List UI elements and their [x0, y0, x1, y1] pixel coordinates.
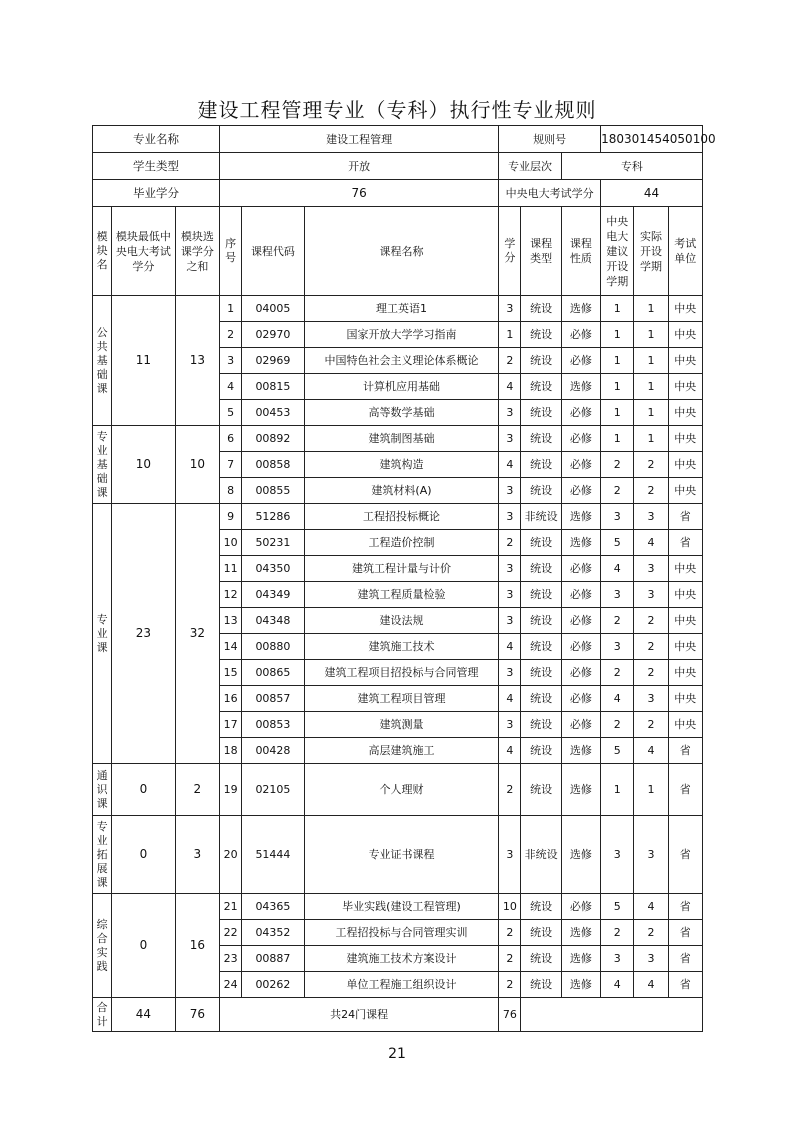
table-row — [93, 504, 703, 530]
course-name: 建筑工程项目招投标与合同管理 — [304, 660, 499, 686]
course-type: 统设 — [521, 426, 561, 452]
course-exam-unit: 中央 — [668, 374, 702, 400]
module-elective-sum: 13 — [175, 296, 219, 426]
course-type: 统设 — [521, 764, 561, 816]
course-credit: 2 — [499, 764, 521, 816]
course-credit: 4 — [499, 452, 521, 478]
module-min-credits: 23 — [112, 504, 176, 764]
course-nature: 必修 — [561, 400, 600, 426]
module-name: 专业课 — [93, 504, 112, 764]
course-central-term: 4 — [601, 686, 634, 712]
course-nature: 选修 — [561, 738, 600, 764]
course-nature: 必修 — [561, 322, 600, 348]
course-actual-term: 3 — [634, 686, 668, 712]
course-name: 高层建筑施工 — [304, 738, 499, 764]
course-type: 统设 — [521, 660, 561, 686]
course-code: 00858 — [242, 452, 305, 478]
course-type: 统设 — [521, 556, 561, 582]
course-central-term: 2 — [601, 478, 634, 504]
course-actual-term: 1 — [634, 348, 668, 374]
course-seq: 8 — [220, 478, 242, 504]
course-name: 工程招投标与合同管理实训 — [304, 920, 499, 946]
course-nature: 必修 — [561, 478, 600, 504]
course-seq: 2 — [220, 322, 242, 348]
course-credit: 3 — [499, 582, 521, 608]
course-seq: 11 — [220, 556, 242, 582]
table-row — [93, 764, 703, 816]
course-seq: 7 — [220, 452, 242, 478]
course-exam-unit: 中央 — [668, 348, 702, 374]
course-exam-unit: 省 — [668, 764, 702, 816]
course-credit: 3 — [499, 712, 521, 738]
course-nature: 选修 — [561, 920, 600, 946]
course-actual-term: 2 — [634, 478, 668, 504]
course-seq: 1 — [220, 296, 242, 322]
course-code: 00865 — [242, 660, 305, 686]
course-type: 非统设 — [521, 504, 561, 530]
page-number: 21 — [388, 1046, 406, 1062]
course-central-term: 4 — [601, 556, 634, 582]
total-blank — [521, 998, 703, 1032]
central-exam-label: 中央电大考试学分 — [499, 180, 601, 207]
course-central-term: 1 — [601, 348, 634, 374]
course-nature: 选修 — [561, 296, 600, 322]
course-code: 04352 — [242, 920, 305, 946]
course-exam-unit: 省 — [668, 946, 702, 972]
course-name: 理工英语1 — [304, 296, 499, 322]
info-row-major — [93, 126, 703, 153]
course-credit: 3 — [499, 426, 521, 452]
central-exam-value: 44 — [601, 180, 703, 207]
rule-no-label: 规则号 — [499, 126, 601, 153]
major-name-value: 建设工程管理 — [220, 126, 499, 153]
course-code: 04348 — [242, 608, 305, 634]
course-name: 建筑施工技术方案设计 — [304, 946, 499, 972]
course-central-term: 4 — [601, 972, 634, 998]
course-central-term: 5 — [601, 530, 634, 556]
course-seq: 12 — [220, 582, 242, 608]
table-row — [93, 816, 703, 894]
course-central-term: 2 — [601, 608, 634, 634]
course-exam-unit: 中央 — [668, 712, 702, 738]
course-credit: 4 — [499, 634, 521, 660]
course-exam-unit: 中央 — [668, 660, 702, 686]
info-row-type — [93, 153, 703, 180]
table-row — [93, 426, 703, 452]
total-row — [93, 998, 703, 1032]
total-min-credits: 44 — [112, 998, 176, 1032]
course-seq: 10 — [220, 530, 242, 556]
course-exam-unit: 中央 — [668, 426, 702, 452]
module-name: 综合实践 — [93, 894, 112, 998]
course-nature: 必修 — [561, 556, 600, 582]
course-actual-term: 2 — [634, 920, 668, 946]
course-seq: 17 — [220, 712, 242, 738]
module-elective-sum: 32 — [175, 504, 219, 764]
course-type: 统设 — [521, 452, 561, 478]
course-credit: 2 — [499, 972, 521, 998]
column-header-row — [93, 207, 703, 296]
course-seq: 18 — [220, 738, 242, 764]
course-credit: 10 — [499, 894, 521, 920]
course-actual-term: 1 — [634, 764, 668, 816]
course-seq: 19 — [220, 764, 242, 816]
course-central-term: 2 — [601, 660, 634, 686]
course-seq: 4 — [220, 374, 242, 400]
course-actual-term: 4 — [634, 738, 668, 764]
student-type-value: 开放 — [220, 153, 499, 180]
course-central-term: 2 — [601, 452, 634, 478]
module-elective-sum: 10 — [175, 426, 219, 504]
course-actual-term: 1 — [634, 400, 668, 426]
course-seq: 3 — [220, 348, 242, 374]
course-code: 02970 — [242, 322, 305, 348]
header-central-term: 中央电大建议开设学期 — [601, 207, 634, 296]
course-code: 00880 — [242, 634, 305, 660]
course-code: 02105 — [242, 764, 305, 816]
header-module: 模块名 — [93, 207, 112, 296]
course-type: 统设 — [521, 634, 561, 660]
course-code: 00428 — [242, 738, 305, 764]
course-actual-term: 4 — [634, 894, 668, 920]
module-min-credits: 10 — [112, 426, 176, 504]
course-seq: 5 — [220, 400, 242, 426]
course-credit: 3 — [499, 608, 521, 634]
course-actual-term: 1 — [634, 426, 668, 452]
course-credit: 3 — [499, 816, 521, 894]
course-credit: 1 — [499, 322, 521, 348]
level-label: 专业层次 — [499, 153, 561, 180]
course-exam-unit: 中央 — [668, 556, 702, 582]
header-nature: 课程性质 — [561, 207, 600, 296]
course-code: 00262 — [242, 972, 305, 998]
course-central-term: 5 — [601, 894, 634, 920]
course-seq: 20 — [220, 816, 242, 894]
course-actual-term: 3 — [634, 556, 668, 582]
course-code: 00453 — [242, 400, 305, 426]
module-elective-sum: 2 — [175, 764, 219, 816]
course-nature: 必修 — [561, 582, 600, 608]
course-name: 建筑构造 — [304, 452, 499, 478]
course-nature: 选修 — [561, 816, 600, 894]
course-type: 统设 — [521, 946, 561, 972]
module-name: 专业基础课 — [93, 426, 112, 504]
major-name-label: 专业名称 — [93, 126, 220, 153]
course-type: 统设 — [521, 712, 561, 738]
course-exam-unit: 省 — [668, 816, 702, 894]
course-type: 统设 — [521, 530, 561, 556]
course-actual-term: 3 — [634, 582, 668, 608]
course-credit: 3 — [499, 296, 521, 322]
module-elective-sum: 16 — [175, 894, 219, 998]
course-code: 04005 — [242, 296, 305, 322]
course-central-term: 1 — [601, 426, 634, 452]
course-nature: 选修 — [561, 504, 600, 530]
course-type: 统设 — [521, 478, 561, 504]
header-code: 课程代码 — [242, 207, 305, 296]
course-code: 02969 — [242, 348, 305, 374]
course-actual-term: 3 — [634, 504, 668, 530]
grad-credits-value: 76 — [220, 180, 499, 207]
grad-credits-label: 毕业学分 — [93, 180, 220, 207]
total-elective-sum: 76 — [175, 998, 219, 1032]
total-courses-text: 共24门课程 — [220, 998, 499, 1032]
course-seq: 23 — [220, 946, 242, 972]
course-central-term: 1 — [601, 400, 634, 426]
course-nature: 必修 — [561, 348, 600, 374]
table-row — [93, 296, 703, 322]
course-type: 统设 — [521, 894, 561, 920]
course-name: 建设法规 — [304, 608, 499, 634]
header-seq: 序号 — [220, 207, 242, 296]
course-type: 统设 — [521, 374, 561, 400]
header-name: 课程名称 — [304, 207, 499, 296]
course-seq: 15 — [220, 660, 242, 686]
course-exam-unit: 中央 — [668, 634, 702, 660]
course-credit: 3 — [499, 478, 521, 504]
course-exam-unit: 省 — [668, 972, 702, 998]
course-actual-term: 4 — [634, 530, 668, 556]
course-exam-unit: 中央 — [668, 296, 702, 322]
course-type: 统设 — [521, 608, 561, 634]
module-min-credits: 0 — [112, 764, 176, 816]
course-exam-unit: 省 — [668, 504, 702, 530]
course-name: 建筑测量 — [304, 712, 499, 738]
course-type: 统设 — [521, 972, 561, 998]
page-title: 建设工程管理专业（专科）执行性专业规则 — [197, 98, 597, 122]
course-code: 04350 — [242, 556, 305, 582]
course-code: 50231 — [242, 530, 305, 556]
course-type: 统设 — [521, 322, 561, 348]
module-elective-sum: 3 — [175, 816, 219, 894]
course-exam-unit: 中央 — [668, 452, 702, 478]
course-type: 统设 — [521, 348, 561, 374]
course-nature: 选修 — [561, 530, 600, 556]
course-actual-term: 1 — [634, 374, 668, 400]
total-label: 合计 — [93, 998, 112, 1032]
course-code: 51444 — [242, 816, 305, 894]
course-seq: 16 — [220, 686, 242, 712]
course-central-term: 2 — [601, 920, 634, 946]
course-central-term: 3 — [601, 504, 634, 530]
course-nature: 选修 — [561, 764, 600, 816]
course-actual-term: 2 — [634, 608, 668, 634]
course-name: 专业证书课程 — [304, 816, 499, 894]
course-seq: 21 — [220, 894, 242, 920]
course-central-term: 3 — [601, 816, 634, 894]
course-code: 51286 — [242, 504, 305, 530]
course-central-term: 1 — [601, 322, 634, 348]
course-seq: 9 — [220, 504, 242, 530]
header-type: 课程类型 — [521, 207, 561, 296]
course-name: 个人理财 — [304, 764, 499, 816]
course-name: 中国特色社会主义理论体系概论 — [304, 348, 499, 374]
course-exam-unit: 中央 — [668, 608, 702, 634]
course-type: 统设 — [521, 920, 561, 946]
course-name: 高等数学基础 — [304, 400, 499, 426]
course-central-term: 1 — [601, 764, 634, 816]
header-actual-term: 实际开设学期 — [634, 207, 668, 296]
course-central-term: 2 — [601, 712, 634, 738]
course-central-term: 1 — [601, 374, 634, 400]
course-code: 04365 — [242, 894, 305, 920]
course-credit: 2 — [499, 920, 521, 946]
course-nature: 选修 — [561, 374, 600, 400]
course-actual-term: 2 — [634, 634, 668, 660]
course-nature: 必修 — [561, 452, 600, 478]
course-seq: 22 — [220, 920, 242, 946]
table-row — [93, 894, 703, 920]
course-name: 建筑工程计量与计价 — [304, 556, 499, 582]
course-nature: 必修 — [561, 426, 600, 452]
module-name: 通识课 — [93, 764, 112, 816]
course-exam-unit: 省 — [668, 894, 702, 920]
course-credit: 4 — [499, 374, 521, 400]
course-name: 建筑材料(A) — [304, 478, 499, 504]
course-actual-term: 2 — [634, 452, 668, 478]
course-type: 统设 — [521, 686, 561, 712]
course-code: 00855 — [242, 478, 305, 504]
course-credit: 2 — [499, 946, 521, 972]
course-code: 00815 — [242, 374, 305, 400]
course-code: 00857 — [242, 686, 305, 712]
module-min-credits: 0 — [112, 894, 176, 998]
header-min-credits: 模块最低中央电大考试学分 — [112, 207, 176, 296]
student-type-label: 学生类型 — [93, 153, 220, 180]
course-nature: 必修 — [561, 894, 600, 920]
course-credit: 3 — [499, 504, 521, 530]
header-exam-unit: 考试单位 — [668, 207, 702, 296]
course-name: 毕业实践(建设工程管理) — [304, 894, 499, 920]
course-central-term: 5 — [601, 738, 634, 764]
level-value: 专科 — [561, 153, 702, 180]
course-central-term: 3 — [601, 634, 634, 660]
course-type: 统设 — [521, 582, 561, 608]
course-credit: 3 — [499, 660, 521, 686]
course-code: 00887 — [242, 946, 305, 972]
course-exam-unit: 省 — [668, 920, 702, 946]
course-name: 工程招投标概论 — [304, 504, 499, 530]
course-credit: 2 — [499, 530, 521, 556]
course-type: 统设 — [521, 400, 561, 426]
curriculum-table — [92, 125, 716, 1032]
course-seq: 14 — [220, 634, 242, 660]
course-nature: 必修 — [561, 634, 600, 660]
course-seq: 6 — [220, 426, 242, 452]
course-actual-term: 2 — [634, 712, 668, 738]
module-name: 公共基础课 — [93, 296, 112, 426]
course-name: 计算机应用基础 — [304, 374, 499, 400]
course-exam-unit: 中央 — [668, 322, 702, 348]
course-actual-term: 4 — [634, 972, 668, 998]
course-actual-term: 2 — [634, 660, 668, 686]
course-exam-unit: 省 — [668, 530, 702, 556]
rule-no-value: 180301454050100 — [601, 126, 703, 153]
course-actual-term: 3 — [634, 946, 668, 972]
course-nature: 必修 — [561, 712, 600, 738]
course-exam-unit: 中央 — [668, 400, 702, 426]
course-credit: 3 — [499, 400, 521, 426]
course-name: 建筑施工技术 — [304, 634, 499, 660]
course-name: 建筑工程项目管理 — [304, 686, 499, 712]
course-name: 建筑制图基础 — [304, 426, 499, 452]
course-nature: 必修 — [561, 686, 600, 712]
course-exam-unit: 中央 — [668, 686, 702, 712]
course-central-term: 3 — [601, 582, 634, 608]
course-nature: 选修 — [561, 972, 600, 998]
course-name: 建筑工程质量检验 — [304, 582, 499, 608]
header-credit: 学分 — [499, 207, 521, 296]
module-min-credits: 0 — [112, 816, 176, 894]
course-type: 统设 — [521, 296, 561, 322]
course-credit: 2 — [499, 348, 521, 374]
course-central-term: 1 — [601, 296, 634, 322]
course-code: 00892 — [242, 426, 305, 452]
course-actual-term: 1 — [634, 322, 668, 348]
course-credit: 4 — [499, 738, 521, 764]
course-seq: 24 — [220, 972, 242, 998]
course-seq: 13 — [220, 608, 242, 634]
course-name: 单位工程施工组织设计 — [304, 972, 499, 998]
total-credits: 76 — [499, 998, 521, 1032]
course-code: 00853 — [242, 712, 305, 738]
course-central-term: 3 — [601, 946, 634, 972]
course-type: 非统设 — [521, 816, 561, 894]
course-credit: 3 — [499, 556, 521, 582]
course-exam-unit: 省 — [668, 738, 702, 764]
course-actual-term: 3 — [634, 816, 668, 894]
course-nature: 必修 — [561, 660, 600, 686]
course-name: 工程造价控制 — [304, 530, 499, 556]
info-row-credits — [93, 180, 703, 207]
module-name: 专业拓展课 — [93, 816, 112, 894]
header-elective-sum: 模块选课学分之和 — [175, 207, 219, 296]
course-nature: 必修 — [561, 608, 600, 634]
course-name: 国家开放大学学习指南 — [304, 322, 499, 348]
course-actual-term: 1 — [634, 296, 668, 322]
course-credit: 4 — [499, 686, 521, 712]
course-type: 统设 — [521, 738, 561, 764]
course-nature: 选修 — [561, 946, 600, 972]
course-exam-unit: 中央 — [668, 582, 702, 608]
module-min-credits: 11 — [112, 296, 176, 426]
course-exam-unit: 中央 — [668, 478, 702, 504]
course-code: 04349 — [242, 582, 305, 608]
